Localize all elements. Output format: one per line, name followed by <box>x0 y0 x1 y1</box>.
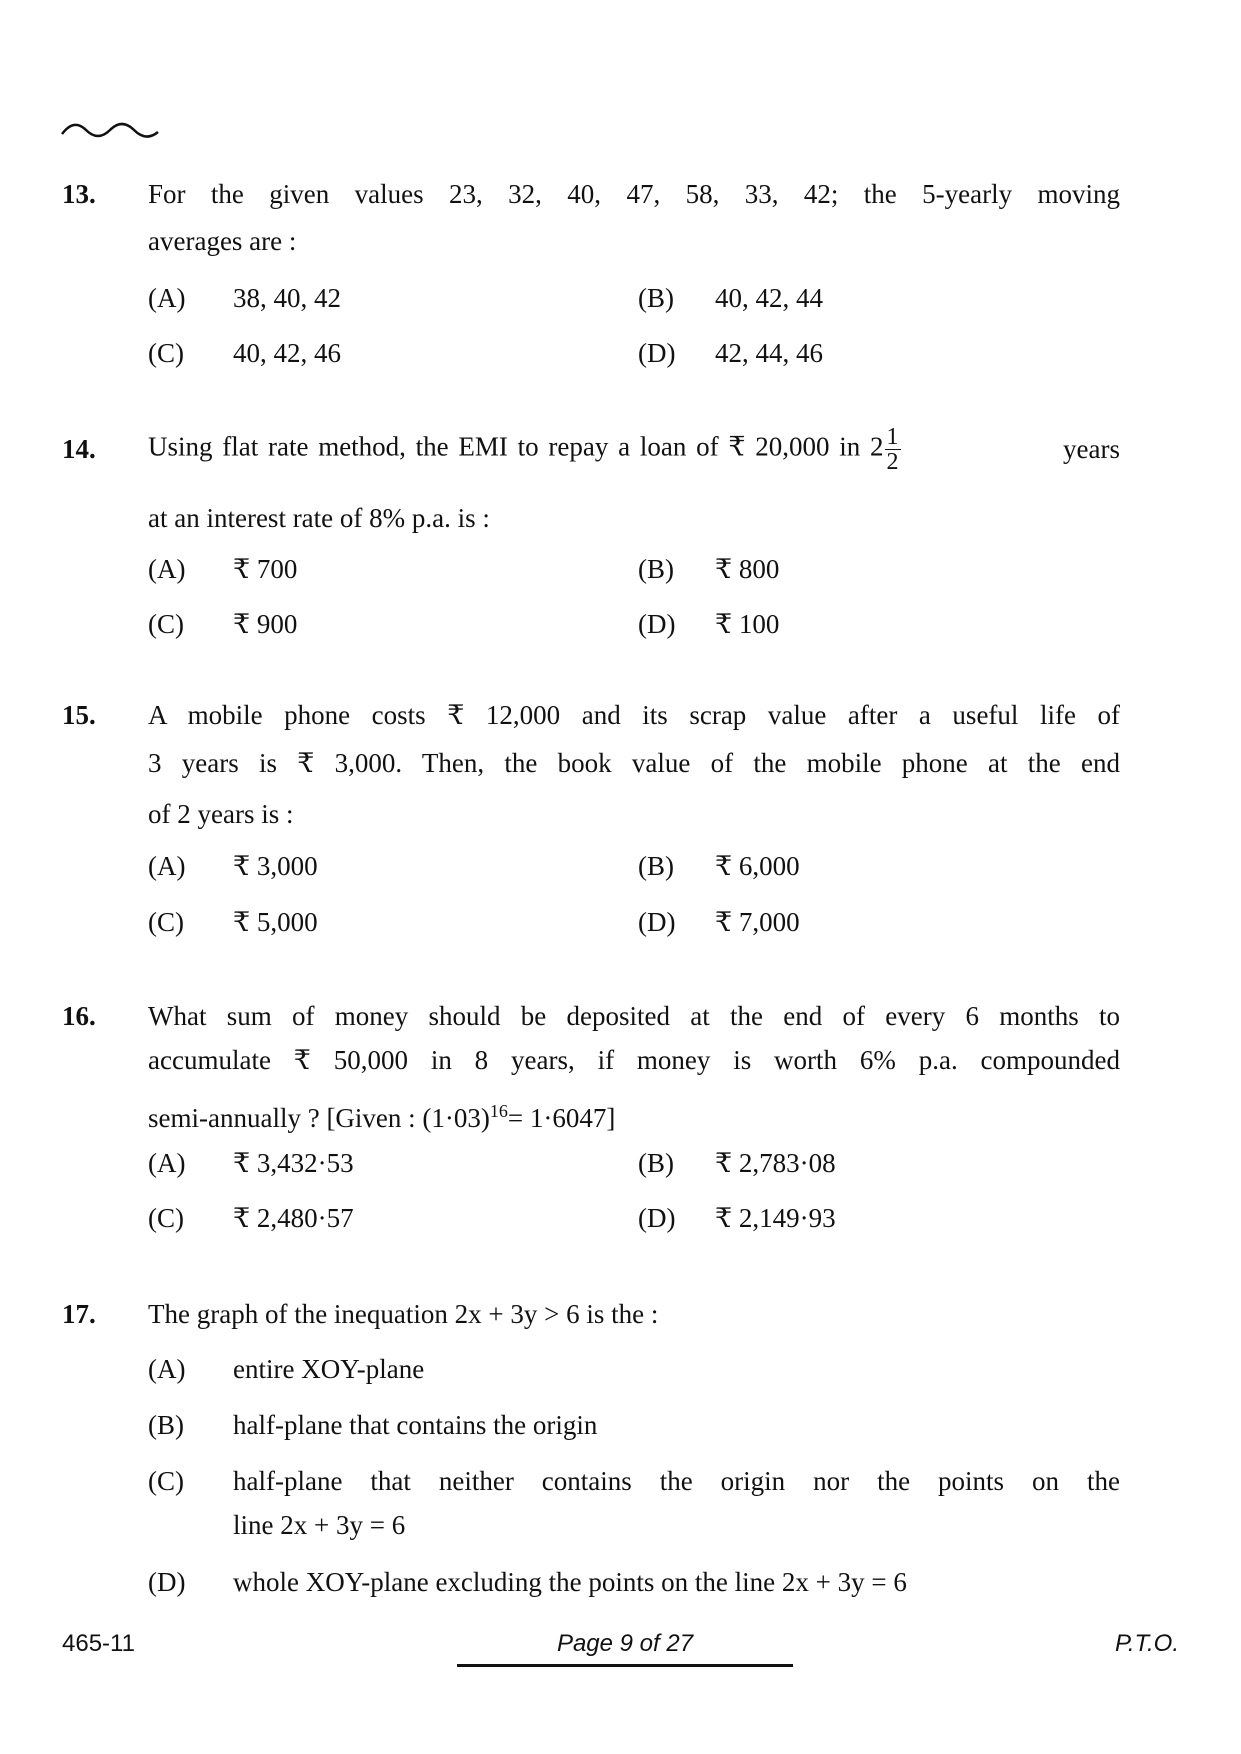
option-label: (B) <box>638 1148 674 1178</box>
option-text: ₹ 900 <box>233 609 298 639</box>
question-number: 16. <box>62 1001 96 1031</box>
option-text: ₹ 100 <box>715 609 780 639</box>
question-text: at an interest rate of 8% p.a. is : <box>148 503 490 533</box>
option-label: (A) <box>148 1354 186 1384</box>
option-label: (A) <box>148 554 186 584</box>
option-text: ₹ 700 <box>233 554 298 584</box>
text-segment: = 1·6047] <box>507 1103 616 1133</box>
option-text: ₹ 800 <box>715 554 780 584</box>
question-text: What sum of money should be deposited at the end of every 6 months to <box>148 1001 1120 1031</box>
question-text: A mobile phone costs ₹ 12,000 and its scrap value after a useful life of <box>148 700 1120 730</box>
footer-underline <box>457 1664 793 1667</box>
option-label: (C) <box>148 1466 184 1496</box>
text-segment: semi-annually ? [Given : (1·03) <box>148 1103 490 1133</box>
option-text: 38, 40, 42 <box>233 283 341 313</box>
fraction-numerator: 1 <box>886 423 899 450</box>
option-label: (D) <box>638 1203 676 1233</box>
question-text <box>148 1094 615 1135</box>
option-text: ₹ 2,149·93 <box>715 1203 836 1233</box>
question-number: 14. <box>62 434 96 464</box>
paper-code: 465-11 <box>62 1630 135 1657</box>
option-text: whole XOY-plane excluding the points on the line 2x + 3y = 6 <box>233 1567 907 1597</box>
option-label: (D) <box>638 609 676 639</box>
option-label: (B) <box>148 1410 184 1440</box>
question-text: The graph of the inequation 2x + 3y > 6 is the : <box>148 1299 659 1329</box>
question-text <box>148 420 1120 478</box>
option-text: 42, 44, 46 <box>715 338 823 368</box>
question-text: For the given values 23, 32, 40, 47, 58, 33, 42; the 5-yearly moving <box>148 179 1120 209</box>
option-label: (D) <box>148 1567 186 1597</box>
question-number: 17. <box>62 1299 96 1329</box>
option-label: (B) <box>638 283 674 313</box>
option-text: ₹ 2,480·57 <box>233 1203 354 1233</box>
option-text: half-plane that contains the origin <box>233 1410 598 1440</box>
option-text: half-plane that neither contains the origin nor the points on the <box>233 1466 1120 1496</box>
question-number: 13. <box>62 179 96 209</box>
text-segment: Using flat rate method, the EMI to repay a loan of ₹ 20,000 in 2 <box>148 431 884 462</box>
option-label: (C) <box>148 1203 184 1233</box>
option-label: (A) <box>148 1148 186 1178</box>
question-number: 15. <box>62 700 96 730</box>
wave-mark-icon <box>60 118 164 142</box>
fraction <box>885 425 901 474</box>
question-text: accumulate ₹ 50,000 in 8 years, if money is worth 6% p.a. compounded <box>148 1045 1120 1075</box>
option-text: ₹ 5,000 <box>233 907 318 937</box>
option-label: (D) <box>638 338 676 368</box>
option-label: (A) <box>148 851 186 881</box>
option-text: ₹ 2,783·08 <box>715 1148 836 1178</box>
option-text: line 2x + 3y = 6 <box>233 1510 406 1540</box>
option-label: (A) <box>148 283 186 313</box>
option-text: ₹ 3,000 <box>233 851 318 881</box>
option-label: (C) <box>148 338 184 368</box>
option-label: (B) <box>638 554 674 584</box>
pto-label: P.T.O. <box>1114 1630 1179 1657</box>
text-segment: years <box>1063 434 1120 464</box>
option-label: (C) <box>148 907 184 937</box>
question-text: averages are : <box>148 226 297 256</box>
fraction-denominator: 2 <box>886 448 899 475</box>
exponent: 16 <box>489 1101 508 1121</box>
option-text: entire XOY-plane <box>233 1354 425 1384</box>
option-label: (B) <box>638 851 674 881</box>
question-text: 3 years is ₹ 3,000. Then, the book value of the mobile phone at the end <box>148 748 1120 778</box>
option-text: 40, 42, 46 <box>233 338 341 368</box>
question-text: of 2 years is : <box>148 799 294 829</box>
option-label: (C) <box>148 609 184 639</box>
option-text: ₹ 6,000 <box>715 851 800 881</box>
page-number: Page 9 of 27 <box>556 1630 694 1657</box>
option-text: ₹ 3,432·53 <box>233 1148 354 1178</box>
option-label: (D) <box>638 907 676 937</box>
option-text: 40, 42, 44 <box>715 283 823 313</box>
option-text: ₹ 7,000 <box>715 907 800 937</box>
